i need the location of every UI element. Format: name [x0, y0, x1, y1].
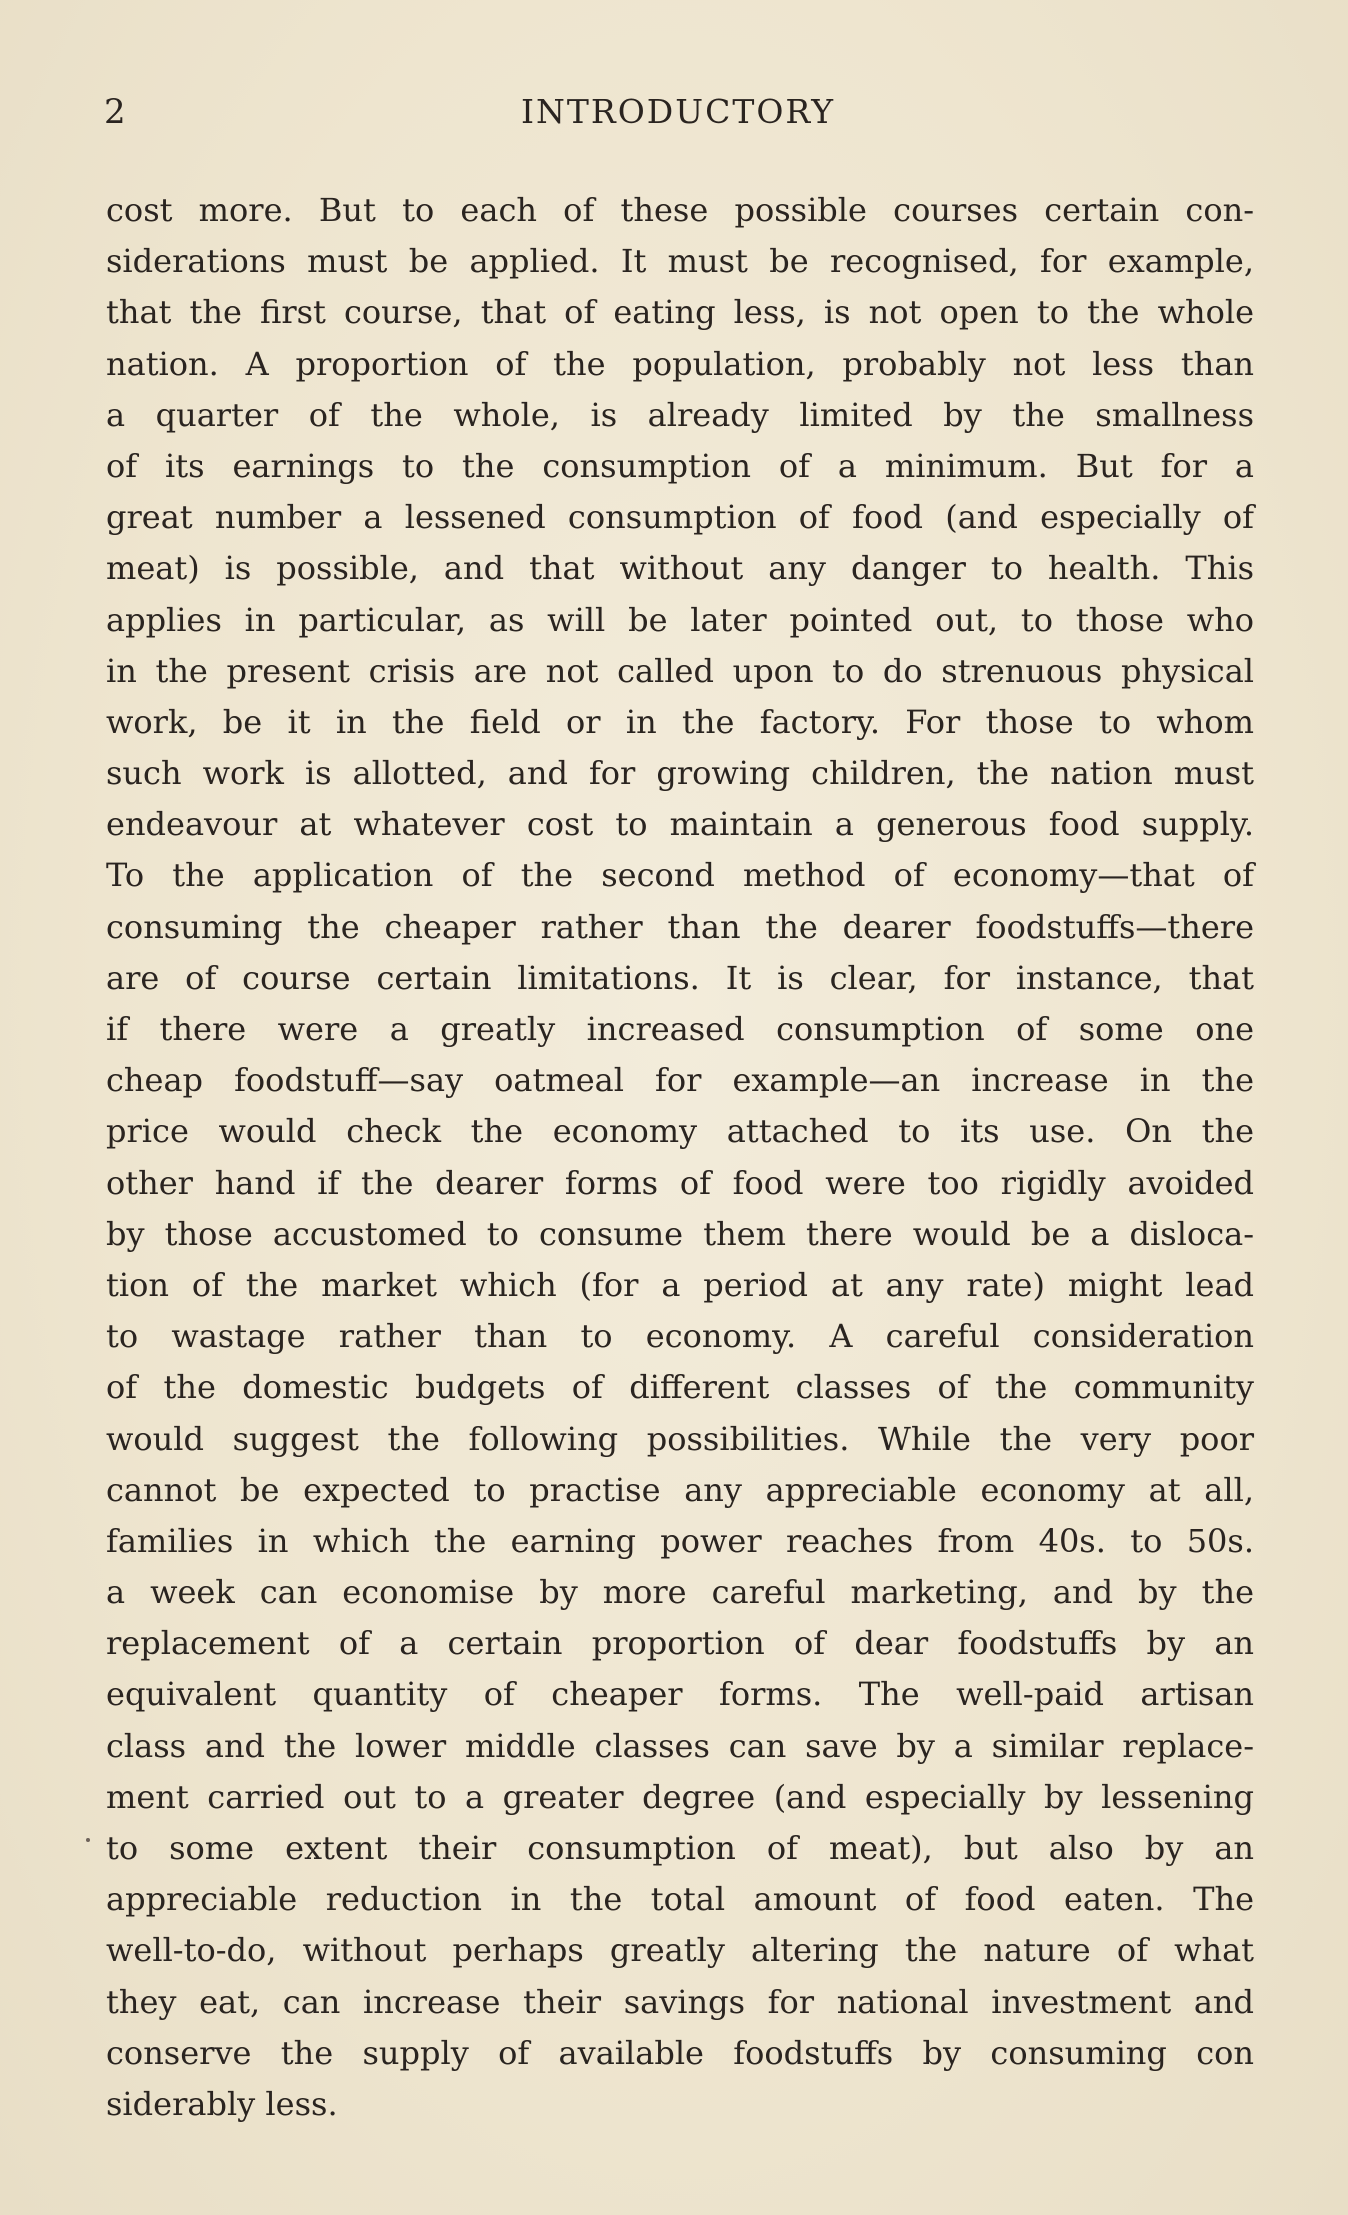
body-text	[106, 185, 1254, 2130]
text-line-last: siderably less.	[106, 2084, 338, 2123]
text-line: that the first course, that of eating less, is not open to the whole	[106, 293, 1254, 332]
text-line: tion of the market which (for a period at any rate) might lead	[106, 1265, 1254, 1304]
text-line: meat) is possible, and that without any danger to health. This	[106, 549, 1254, 588]
text-line: other hand if the dearer forms of food were too rigidly avoided	[106, 1163, 1254, 1202]
text-line: conserve the supply of available foodstuffs by consuming con	[106, 2033, 1254, 2072]
text-line: siderations must be applied. It must be recognised, for example,	[106, 242, 1254, 281]
text-line: in the present crisis are not called upon to do strenuous physical	[106, 651, 1254, 690]
text-line: replacement of a certain proportion of dear foodstuffs by an	[106, 1624, 1254, 1663]
text-line: To the application of the second method of economy—that of	[106, 856, 1254, 895]
text-line: of the domestic budgets of different classes of the community	[106, 1368, 1254, 1407]
text-line: such work is allotted, and for growing children, the nation must	[106, 754, 1254, 793]
text-line: price would check the economy attached to its use. On the	[106, 1112, 1254, 1151]
text-line: families in which the earning power reaches from 40s. to 50s.	[106, 1521, 1254, 1560]
text-line: endeavour at whatever cost to maintain a generous food supply.	[106, 805, 1254, 844]
text-line: by those accustomed to consume them there would be a disloca-	[106, 1214, 1254, 1253]
page-header	[104, 92, 1252, 140]
text-line: if there were a greatly increased consumption of some one	[106, 1010, 1254, 1048]
text-line: equivalent quantity of cheaper forms. The well-paid artisan	[106, 1675, 1254, 1714]
text-line: consuming the cheaper rather than the dearer foodstuffs—there	[106, 907, 1254, 946]
page-number: 2	[104, 92, 127, 132]
text-line: nation. A proportion of the population, probably not less than	[106, 344, 1254, 383]
text-line: great number a lessened consumption of food (and especially of	[106, 498, 1254, 537]
text-line: well-to-do, without perhaps greatly altering the nature of what	[106, 1931, 1254, 1970]
running-head: INTRODUCTORY	[520, 92, 836, 131]
text-line: cannot be expected to practise any appreciable economy at all,	[106, 1470, 1254, 1509]
text-line: cost more. But to each of these possible courses certain con-	[106, 191, 1254, 229]
text-line: are of course certain limitations. It is clear, for instance, that	[106, 958, 1254, 997]
text-line: cheap foodstuff—say oatmeal for example—an increase in the	[106, 1061, 1254, 1100]
text-line: work, be it in the field or in the factory. For those to whom	[106, 702, 1254, 741]
text-line: a week can economise by more careful marketing, and by the	[106, 1573, 1254, 1612]
text-line: would suggest the following possibilities. While the very poor	[106, 1419, 1254, 1458]
text-line: a quarter of the whole, is already limited by the smallness	[106, 395, 1254, 434]
text-line: of its earnings to the consumption of a minimum. But for a	[106, 446, 1254, 485]
text-line: to some extent their consumption of meat), but also by an	[106, 1829, 1254, 1867]
text-line: ment carried out to a greater degree (and especially by lessening	[106, 1777, 1254, 1816]
text-line: applies in particular, as will be later pointed out, to those who	[106, 600, 1254, 639]
text-line: to wastage rather than to economy. A careful consideration	[106, 1317, 1254, 1356]
text-line: they eat, can increase their savings for national investment and	[106, 1982, 1254, 2021]
text-line: appreciable reduction in the total amount of food eaten. The	[106, 1880, 1254, 1919]
margin-speck	[86, 1838, 90, 1842]
text-line: class and the lower middle classes can save by a similar replace-	[106, 1726, 1254, 1765]
